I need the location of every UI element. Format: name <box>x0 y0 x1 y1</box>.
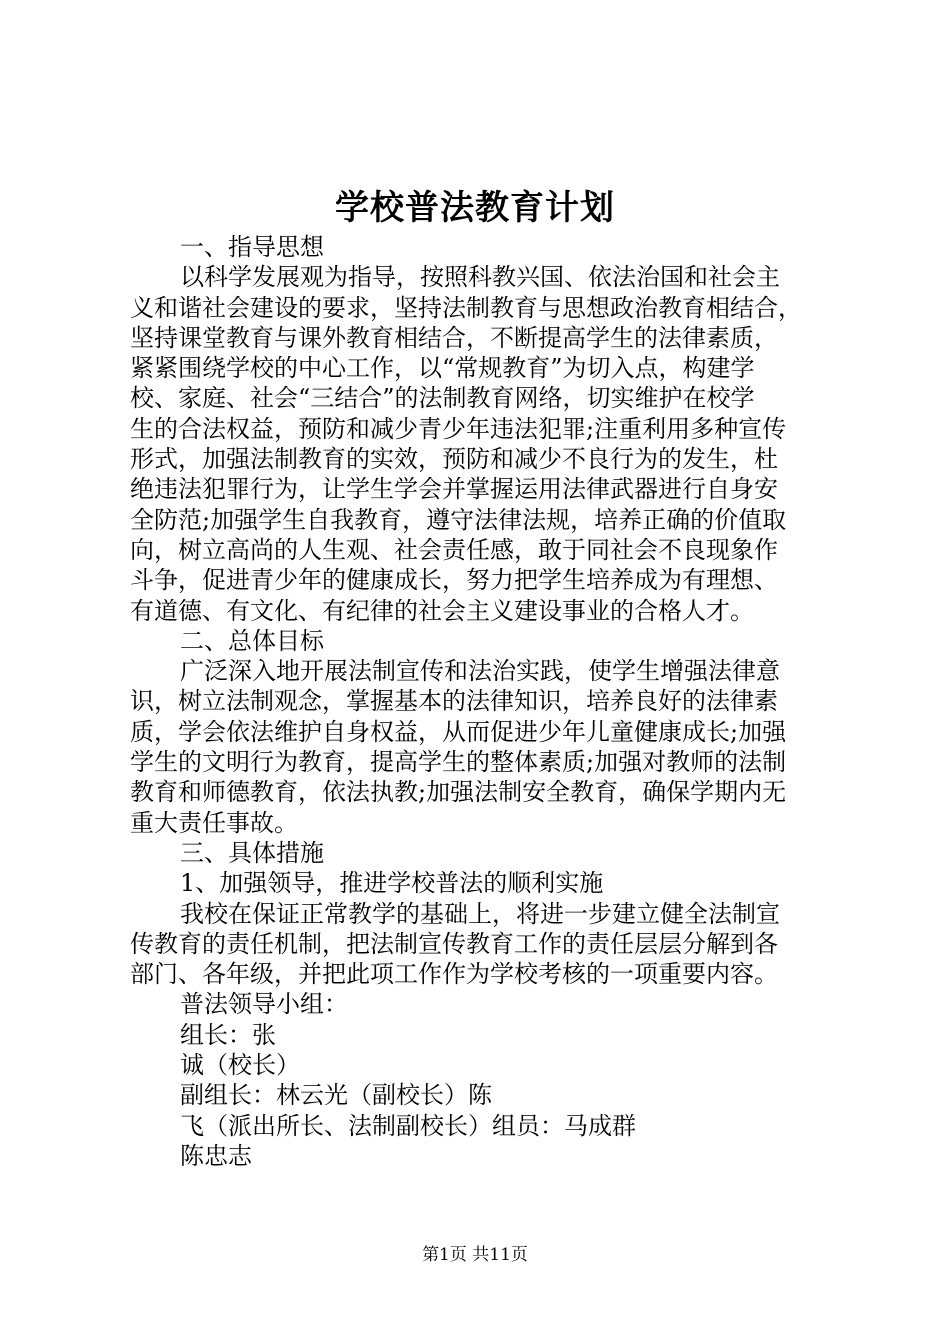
text-line: 识，树立法制观念，掌握基本的法律知识，培养良好的法律素 <box>130 687 778 716</box>
text-line: 教育和师德教育，依法执教;加强法制安全教育，确保学期内无 <box>130 778 787 807</box>
text-line: 普法领导小组： <box>180 990 348 1019</box>
document-title: 学校普法教育计划 <box>335 188 615 228</box>
text-line: 一、指导思想 <box>180 233 324 261</box>
text-line: 部门、各年级，并把此项工作作为学校考核的一项重要内容。 <box>130 960 778 989</box>
text-line: 二、总体目标 <box>180 626 324 655</box>
text-line: 我校在保证正常教学的基础上，将进一步建立健全法制宣 <box>180 899 780 928</box>
document-body <box>130 232 830 1171</box>
text-line: 质，学会依法维护自身权益，从而促进少年儿童健康成长;加强 <box>130 717 787 746</box>
text-line: 形式，加强法制教育的实效，预防和减少不良行为的发生，杜 <box>130 445 778 474</box>
text-line: 1、加强领导，推进学校普法的顺利实施 <box>180 869 604 898</box>
text-line: 绝违法犯罪行为，让学生学会并掌握运用法律武器进行自身安 <box>130 475 778 504</box>
text-line: 以科学发展观为指导，按照科教兴国、依法治国和社会主 <box>180 263 780 292</box>
text-line: 坚持课堂教育与课外教育相结合，不断提高学生的法律素质， <box>130 323 778 352</box>
text-line: 陈忠志 <box>180 1141 252 1170</box>
text-line: 飞（派出所长、法制副校长）组员：马成群 <box>180 1111 636 1140</box>
text-line: 校、家庭、社会“三结合”的法制教育网络，切实维护在校学 <box>130 384 755 413</box>
text-line: 诚（校长） <box>180 1051 300 1080</box>
text-line: 副组长：林云光（副校长）陈 <box>180 1081 492 1110</box>
text-line: 三、具体措施 <box>180 838 324 867</box>
text-line: 生的合法权益，预防和减少青少年违法犯罪;注重利用多种宣传 <box>130 414 787 443</box>
text-line: 广泛深入地开展法制宣传和法治实践，使学生增强法律意 <box>180 657 780 686</box>
text-line: 重大责任事故。 <box>130 808 298 837</box>
text-line: 传教育的责任机制，把法制宣传教育工作的责任层层分解到各 <box>130 929 778 958</box>
text-line: 向，树立高尚的人生观、社会责任感，敢于同社会不良现象作 <box>130 535 778 564</box>
page-footer: 第1页 共11页 <box>422 1245 528 1265</box>
text-line: 有道德、有文化、有纪律的社会主义建设事业的合格人才。 <box>130 596 754 625</box>
text-line: 组长：张 <box>180 1020 276 1049</box>
text-line: 斗争，促进青少年的健康成长，努力把学生培养成为有理想、 <box>130 566 778 595</box>
text-line: 学生的文明行为教育，提高学生的整体素质;加强对教师的法制 <box>130 748 787 777</box>
text-line: 义和谐社会建设的要求，坚持法制教育与思想政治教育相结合， <box>130 293 802 322</box>
text-line: 紧紧围绕学校的中心工作，以“常规教育”为切入点，构建学 <box>130 354 755 383</box>
text-line: 全防范;加强学生自我教育，遵守法律法规，培养正确的价值取 <box>130 505 787 534</box>
